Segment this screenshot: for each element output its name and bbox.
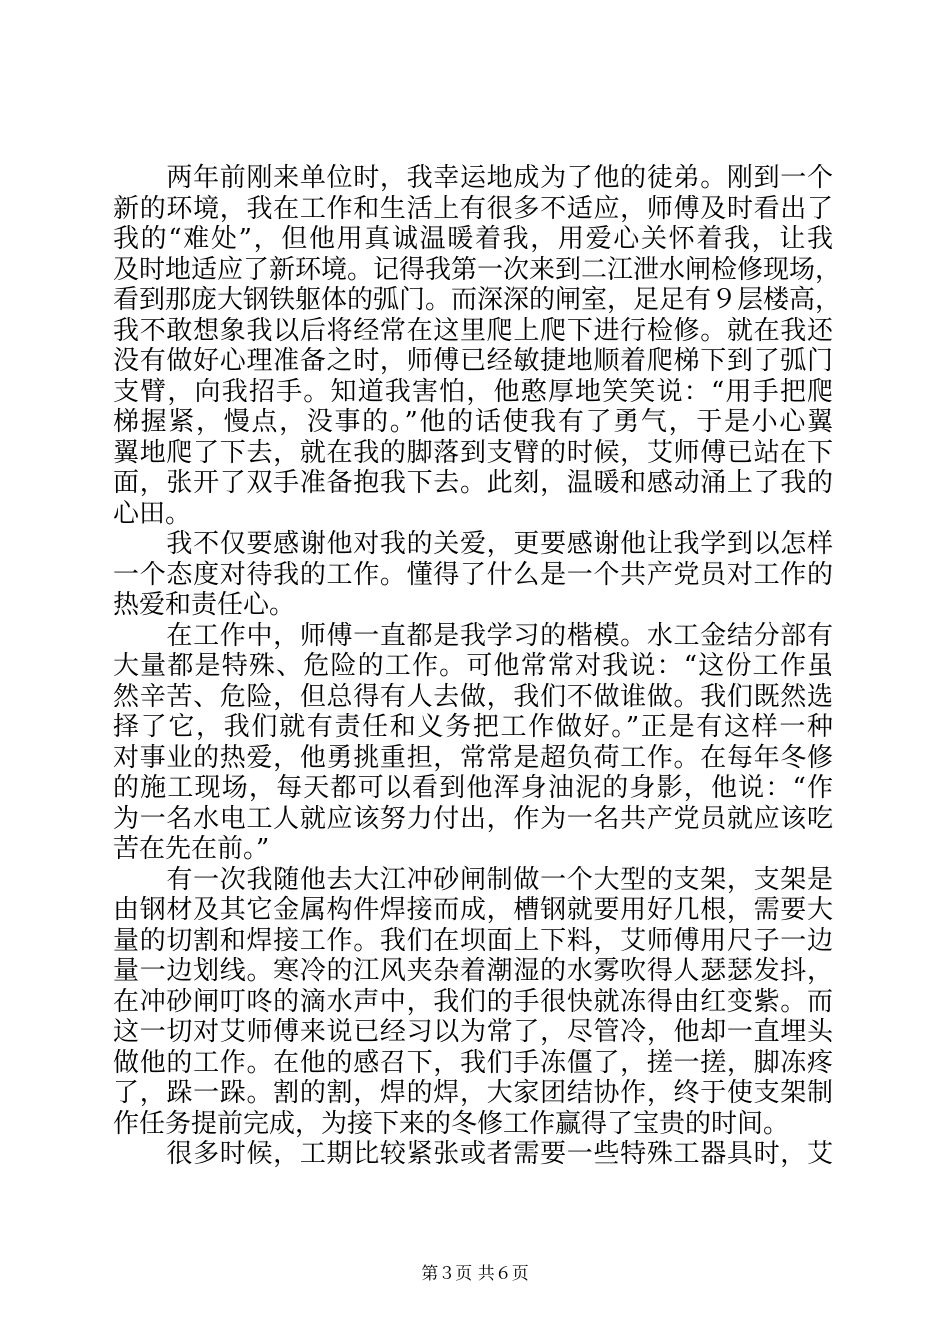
text-line: 我的“难处”，但他用真诚温暖着我，用爱心关怀着我，让我 (113, 224, 833, 254)
paragraph (113, 621, 833, 865)
paragraph (113, 865, 833, 1140)
text-line: 没有做好心理准备之时，师傅已经敏捷地顺着爬梯下到了弧门 (113, 346, 833, 376)
text-line: 由钢材及其它金属构件焊接而成，槽钢就要用好几根，需要大 (113, 895, 833, 925)
text-line: 做他的工作。在他的感召下，我们手冻僵了，搓一搓，脚冻疼 (113, 1047, 833, 1078)
text-line: 对事业的热爱，他勇挑重担，常常是超负荷工作。在每年冬修 (113, 742, 833, 773)
text-line: 有一次我随他去大江冲砂闸制做一个大型的支架，支架是 (113, 864, 833, 895)
text-line: 然辛苦、危险，但总得有人去做，我们不做谁做。我们既然选 (113, 681, 833, 712)
text-line: 及时地适应了新环境。记得我第一次来到二江泄水闸检修现场， (113, 254, 842, 285)
text-line: 这一切对艾师傅来说已经习以为常了，尽管冷，他却一直埋头 (113, 1017, 833, 1047)
text-line: 的施工现场，每天都可以看到他浑身油泥的身影，他说：“作 (113, 773, 833, 803)
text-line: 心田。 (113, 498, 192, 529)
page-footer: 第３页 共６页 (421, 1264, 529, 1284)
text-line: 量一边划线。寒冷的江风夹杂着潮湿的水雾吹得人瑟瑟发抖， (113, 956, 833, 986)
text-line: 一个态度对待我的工作。懂得了什么是一个共产党员对工作的 (113, 559, 833, 590)
text-line: 苦在先在前。” (113, 834, 270, 864)
text-line: 新的环境，我在工作和生活上有很多不适应，师傅及时看出了 (113, 193, 833, 224)
text-line: 两年前刚来单位时，我幸运地成为了他的徒弟。刚到一个 (113, 163, 833, 193)
paragraph (113, 529, 833, 621)
text-line: 作任务提前完成，为接下来的冬修工作赢得了宝贵的时间。 (113, 1108, 790, 1139)
text-line: 我不敢想象我以后将经常在这里爬上爬下进行检修。就在我还 (113, 315, 833, 346)
text-line: 为一名水电工人就应该努力付出，作为一名共产党员就应该吃 (113, 803, 833, 834)
text-line: 了，跺一跺。割的割，焊的焊，大家团结协作，终于使支架制 (113, 1078, 833, 1108)
text-line: 热爱和责任心。 (113, 590, 296, 620)
text-line: 翼地爬了下去，就在我的脚落到支臂的时候，艾师傅已站在下 (113, 437, 833, 468)
text-line: 很多时候，工期比较紧张或者需要一些特殊工器具时，艾 (113, 1139, 833, 1169)
text-line: 支臂，向我招手。知道我害怕，他憨厚地笑笑说：“用手把爬 (113, 376, 833, 407)
text-line: 大量都是特殊、危险的工作。可他常常对我说：“这份工作虽 (113, 651, 833, 681)
document-body (113, 163, 842, 1170)
text-line: 择了它，我们就有责任和义务把工作做好。”正是有这样一种 (113, 712, 833, 742)
text-line: 量的切割和焊接工作。我们在坝面上下料，艾师傅用尺子一边 (113, 925, 833, 956)
text-line: 在冲砂闸叮咚的滴水声中，我们的手很快就冻得由红变紫。而 (113, 986, 833, 1017)
text-line: 在工作中，师傅一直都是我学习的楷模。水工金结分部有 (113, 620, 833, 651)
paragraph (113, 163, 842, 529)
paragraph (113, 1139, 833, 1170)
text-line: 我不仅要感谢他对我的关爱，更要感谢他让我学到以怎样 (113, 529, 833, 559)
text-line: 面，张开了双手准备抱我下去。此刻，温暖和感动涌上了我的 (113, 468, 833, 498)
text-line: 梯握紧，慢点，没事的。”他的话使我有了勇气，于是小心翼 (113, 407, 833, 437)
text-line: 看到那庞大钢铁躯体的弧门。而深深的闸室，足足有９层楼高， (113, 285, 842, 315)
